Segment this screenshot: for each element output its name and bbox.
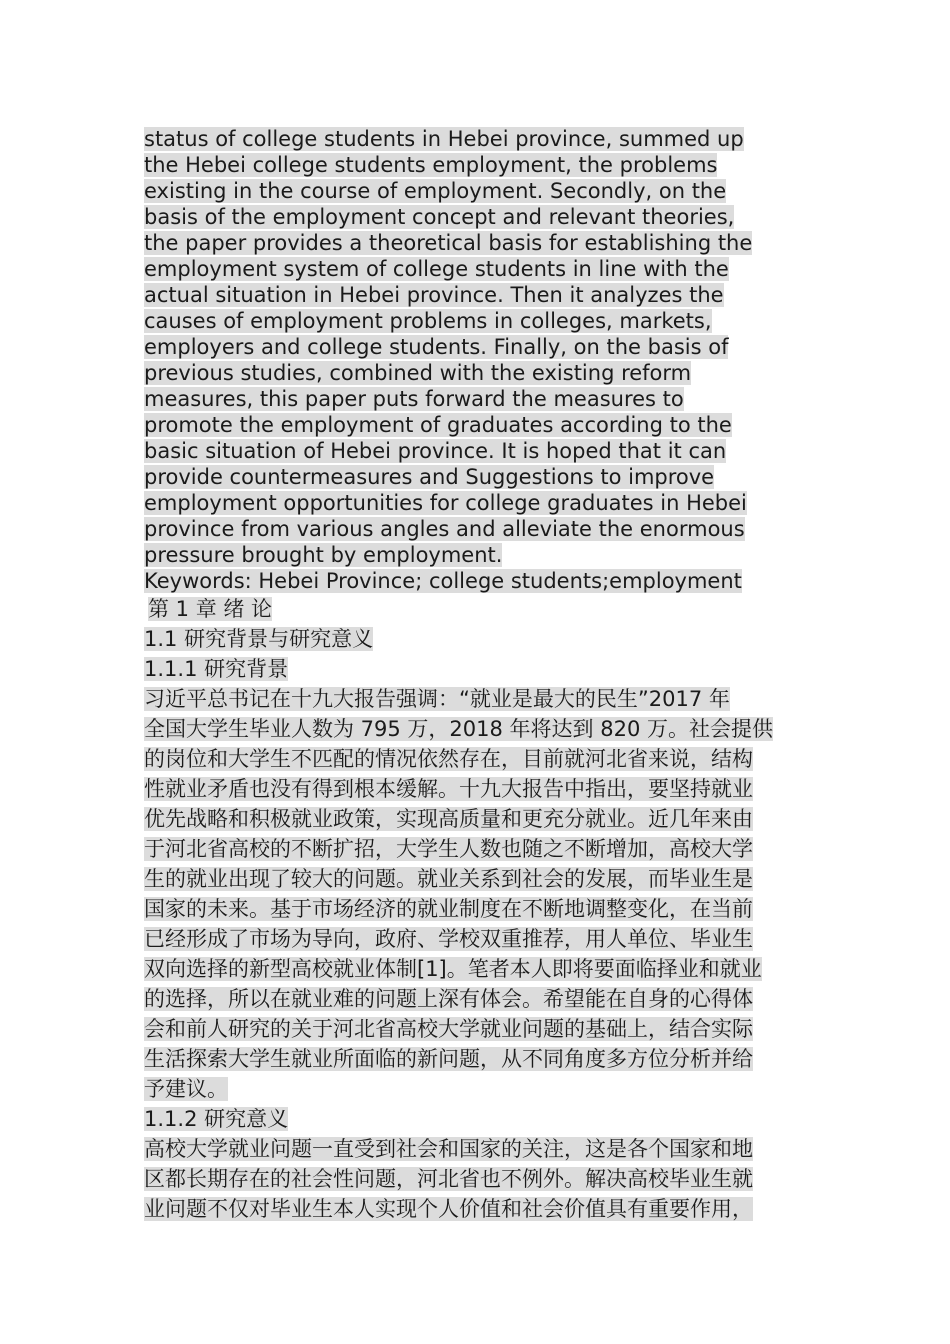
- paragraph-line: 习近平总书记在十九大报告强调：“就业是最大的民生”2017 年: [144, 687, 730, 711]
- paragraph-line: 会和前人研究的关于河北省高校大学就业问题的基础上，结合实际: [144, 1017, 753, 1041]
- paragraph-line: 生活探索大学生就业所面临的新问题，从不同角度多方位分析并给: [144, 1047, 753, 1071]
- keywords-text: Keywords: Hebei Province; college students;employment: [144, 569, 742, 593]
- abstract-line: basic situation of Hebei province. It is hoped that it can: [144, 439, 727, 463]
- paragraph-line: 予建议。: [144, 1077, 228, 1101]
- paragraph-line: 业问题不仅对毕业生本人实现个人价值和社会价值具有重要作用，: [144, 1197, 753, 1221]
- paragraph-line: 的岗位和大学生不匹配的情况依然存在，目前就河北省来说，结构: [144, 747, 753, 771]
- paragraph-line: 优先战略和积极就业政策，实现高质量和更充分就业。近几年来由: [144, 807, 753, 831]
- abstract-line: status of college students in Hebei province, summed up: [144, 127, 744, 151]
- keywords-line: [144, 568, 804, 594]
- abstract-line: employment opportunities for college graduates in Hebei: [144, 491, 747, 515]
- paragraph-line: 高校大学就业问题一直受到社会和国家的关注，这是各个国家和地: [144, 1137, 753, 1161]
- significance-paragraph: [144, 1134, 804, 1224]
- paragraph-line: 于河北省高校的不断扩招，大学生人数也随之不断增加，高校大学: [144, 837, 753, 861]
- abstract-line: employment system of college students in line with the: [144, 257, 729, 281]
- chapter-title: [144, 594, 804, 624]
- abstract-line: promote the employment of graduates according to the: [144, 413, 732, 437]
- abstract-line: provide countermeasures and Suggestions to improve: [144, 465, 715, 489]
- background-paragraph: [144, 684, 804, 1104]
- paragraph-line: 国家的未来。基于市场经济的就业制度在不断地调整变化，在当前: [144, 897, 753, 921]
- paragraph-line: 生的就业出现了较大的问题。就业关系到社会的发展，而毕业生是: [144, 867, 753, 891]
- paragraph-line: 已经形成了市场为导向，政府、学校双重推荐，用人单位、毕业生: [144, 927, 753, 951]
- abstract-line: previous studies, combined with the existing reform: [144, 361, 692, 385]
- abstract-line: existing in the course of employment. Secondly, on the: [144, 179, 727, 203]
- abstract-line: the paper provides a theoretical basis for establishing the: [144, 231, 753, 255]
- abstract-line: measures, this paper puts forward the measures to: [144, 387, 684, 411]
- paragraph-line: 的选择，所以在就业难的问题上深有体会。希望能在自身的心得体: [144, 987, 753, 1011]
- abstract-line: province from various angles and alleviate the enormous: [144, 517, 745, 541]
- abstract-line: employers and college students. Finally, on the basis of: [144, 335, 729, 359]
- abstract-line: basis of the employment concept and relevant theories,: [144, 205, 735, 229]
- abstract-english: [144, 126, 804, 568]
- section-heading-1-1-2: [144, 1104, 804, 1134]
- document-page: [144, 126, 804, 1224]
- section-heading-1-1-text: 1.1 研究背景与研究意义: [144, 627, 374, 651]
- paragraph-line: 性就业矛盾也没有得到根本缓解。十九大报告中指出，要坚持就业: [144, 777, 753, 801]
- paragraph-line: 区都长期存在的社会性问题，河北省也不例外。解决高校毕业生就: [144, 1167, 753, 1191]
- section-heading-1-1: [144, 624, 804, 654]
- paragraph-line: 全国大学生毕业人数为 795 万，2018 年将达到 820 万。社会提供: [144, 717, 773, 741]
- abstract-line: pressure brought by employment.: [144, 543, 503, 567]
- abstract-line: the Hebei college students employment, the problems: [144, 153, 718, 177]
- chapter-title-text: 第 1 章 绪 论: [148, 597, 273, 621]
- section-heading-1-1-2-text: 1.1.2 研究意义: [144, 1107, 289, 1131]
- section-heading-1-1-1: [144, 654, 804, 684]
- abstract-line: actual situation in Hebei province. Then it analyzes the: [144, 283, 724, 307]
- abstract-line: causes of employment problems in colleges, markets,: [144, 309, 712, 333]
- section-heading-1-1-1-text: 1.1.1 研究背景: [144, 657, 289, 681]
- paragraph-line: 双向选择的新型高校就业体制[1]。笔者本人即将要面临择业和就业: [144, 957, 762, 981]
